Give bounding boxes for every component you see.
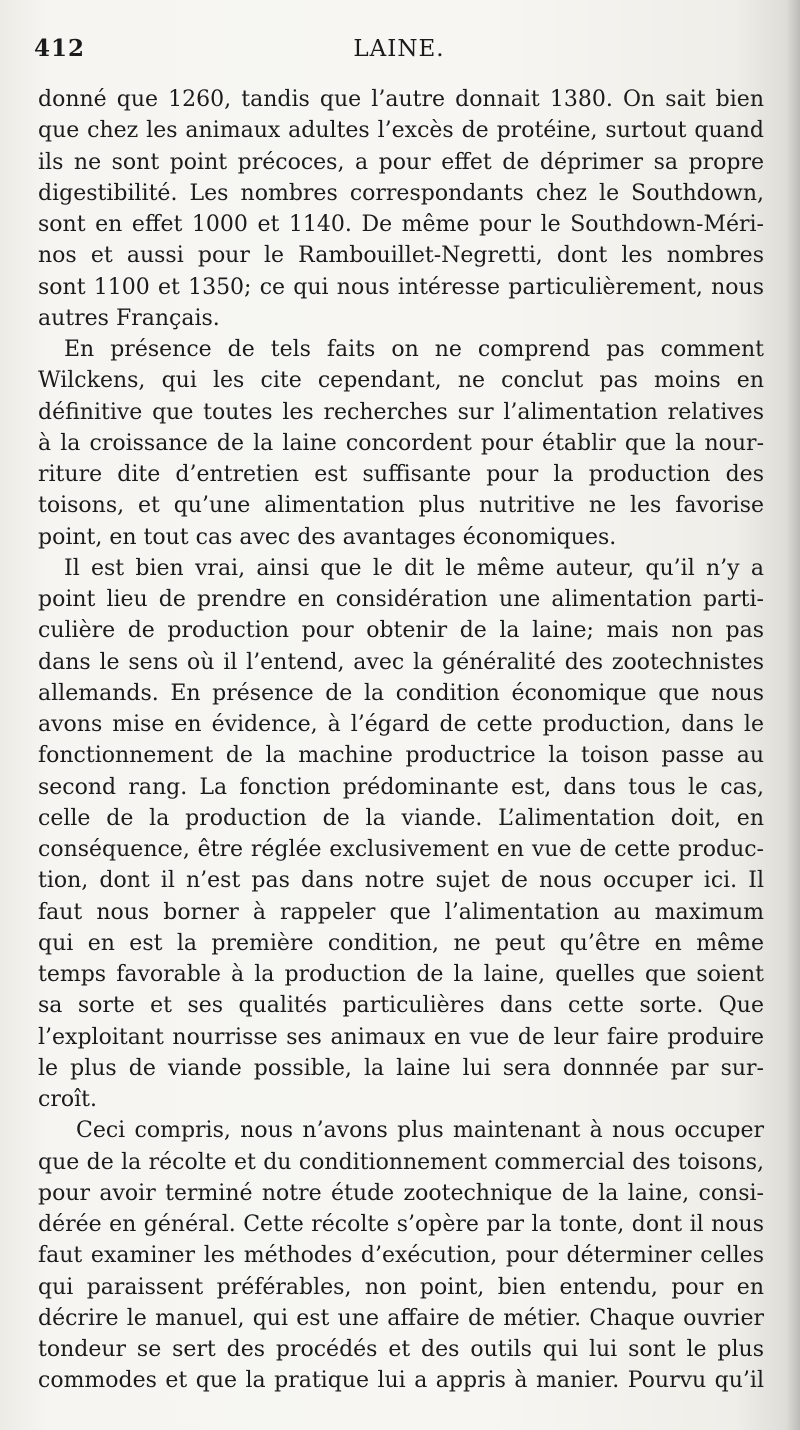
- text-line: fonctionnement de la machine productrice la toison passe au: [38, 743, 764, 769]
- text-line: temps favorable à la production de la laine, quelles que soient: [38, 962, 764, 987]
- running-title: LAINE.: [353, 36, 445, 62]
- text-line: décrire le manuel, qui est une affaire de métier. Chaque ouvrier: [38, 1305, 764, 1331]
- text-line: En présence de tels faits on ne comprend pas comment: [64, 337, 764, 362]
- body-text: [38, 84, 764, 1397]
- text-line: second rang. La fonction prédominante est, dans tous le cas,: [38, 774, 764, 800]
- text-line: Il est bien vrai, ainsi que le dit le même auteur, qu’il n’y a: [64, 555, 764, 581]
- text-line: ils ne sont point précoces, a pour effet de déprimer sa propre: [38, 149, 764, 175]
- text-line: point lieu de prendre en considération une alimentation parti-: [38, 587, 764, 612]
- text-line: riture dite d’entretien est suffisante pour la production des: [38, 462, 764, 487]
- text-line: définitive que toutes les recherches sur l’alimentation relatives: [38, 399, 764, 425]
- text-line: nos et aussi pour le Rambouillet-Negretti, dont les nombres: [38, 243, 764, 269]
- text-line: donné que 1260, tandis que l’autre donnait 1380. On sait bien: [38, 87, 764, 112]
- text-line: dérée en général. Cette récolte s’opère par la tonte, dont il nous: [38, 1212, 764, 1237]
- text-line: faut examiner les méthodes d’exécution, pour déterminer celles: [38, 1243, 764, 1269]
- text-line: Ceci compris, nous n’avons plus maintenant à nous occuper: [76, 1118, 764, 1144]
- text-line: conséquence, être réglée exclusivement en vue de cette produc-: [38, 837, 764, 862]
- text-line: qui en est la première condition, ne peut qu’être en même: [38, 930, 764, 956]
- text-line: sont 1100 et 1350; ce qui nous intéresse particulièrement, nous: [38, 274, 764, 300]
- text-line: Wilckens, qui les cite cependant, ne conclut pas moins en: [38, 368, 764, 394]
- text-line: faut nous borner à rappeler que l’alimentation au maximum: [38, 899, 764, 925]
- page-gutter-shadow: [786, 0, 800, 1430]
- text-line: digestibilité. Les nombres correspondants chez le Southdown,: [38, 180, 764, 206]
- text-line: sa sorte et ses qualités particulières dans cette sorte. Que: [38, 993, 764, 1019]
- text-line: point, en tout cas avec des avantages économiques.: [38, 524, 617, 550]
- text-line: que chez les animaux adultes l’excès de protéine, surtout quand: [38, 118, 764, 144]
- text-line: autres Français.: [38, 305, 220, 331]
- text-line: pour avoir terminé notre étude zootechnique de la laine, consi-: [38, 1180, 764, 1206]
- page-number: 412: [34, 35, 86, 62]
- text-line: tion, dont il n’est pas dans notre sujet de nous occuper ici. Il: [38, 868, 764, 894]
- text-line: allemands. En présence de la condition économique que nous: [38, 680, 764, 706]
- page-header: [34, 32, 764, 66]
- text-line: commodes et que la pratique lui a appris à manier. Pourvu qu’il: [38, 1368, 764, 1394]
- text-line: tondeur se sert des procédés et des outils qui lui sont le plus: [38, 1337, 764, 1362]
- text-line: celle de la production de la viande. L’alimentation doit, en: [38, 805, 764, 831]
- text-line: croît.: [38, 1087, 97, 1112]
- text-line: sont en effet 1000 et 1140. De même pour le Southdown-Méri-: [38, 212, 764, 237]
- text-line: que de la récolte et du conditionnement commercial des toisons,: [38, 1149, 764, 1175]
- text-line: à la croissance de la laine concordent pour établir que la nour-: [38, 430, 764, 456]
- text-line: avons mise en évidence, à l’égard de cette production, dans le: [38, 712, 764, 737]
- text-line: le plus de viande possible, la laine lui sera donnnée par sur-: [38, 1055, 764, 1081]
- text-line: l’exploitant nourrisse ses animaux en vue de leur faire produire: [38, 1024, 764, 1050]
- text-line: dans le sens où il l’entend, avec la généralité des zootechnistes: [38, 649, 764, 675]
- text-line: toisons, et qu’une alimentation plus nutritive ne les favorise: [38, 493, 764, 519]
- text-line: culière de production pour obtenir de la laine; mais non pas: [38, 618, 764, 644]
- text-line: qui paraissent préférables, non point, bien entendu, pour en: [38, 1274, 764, 1300]
